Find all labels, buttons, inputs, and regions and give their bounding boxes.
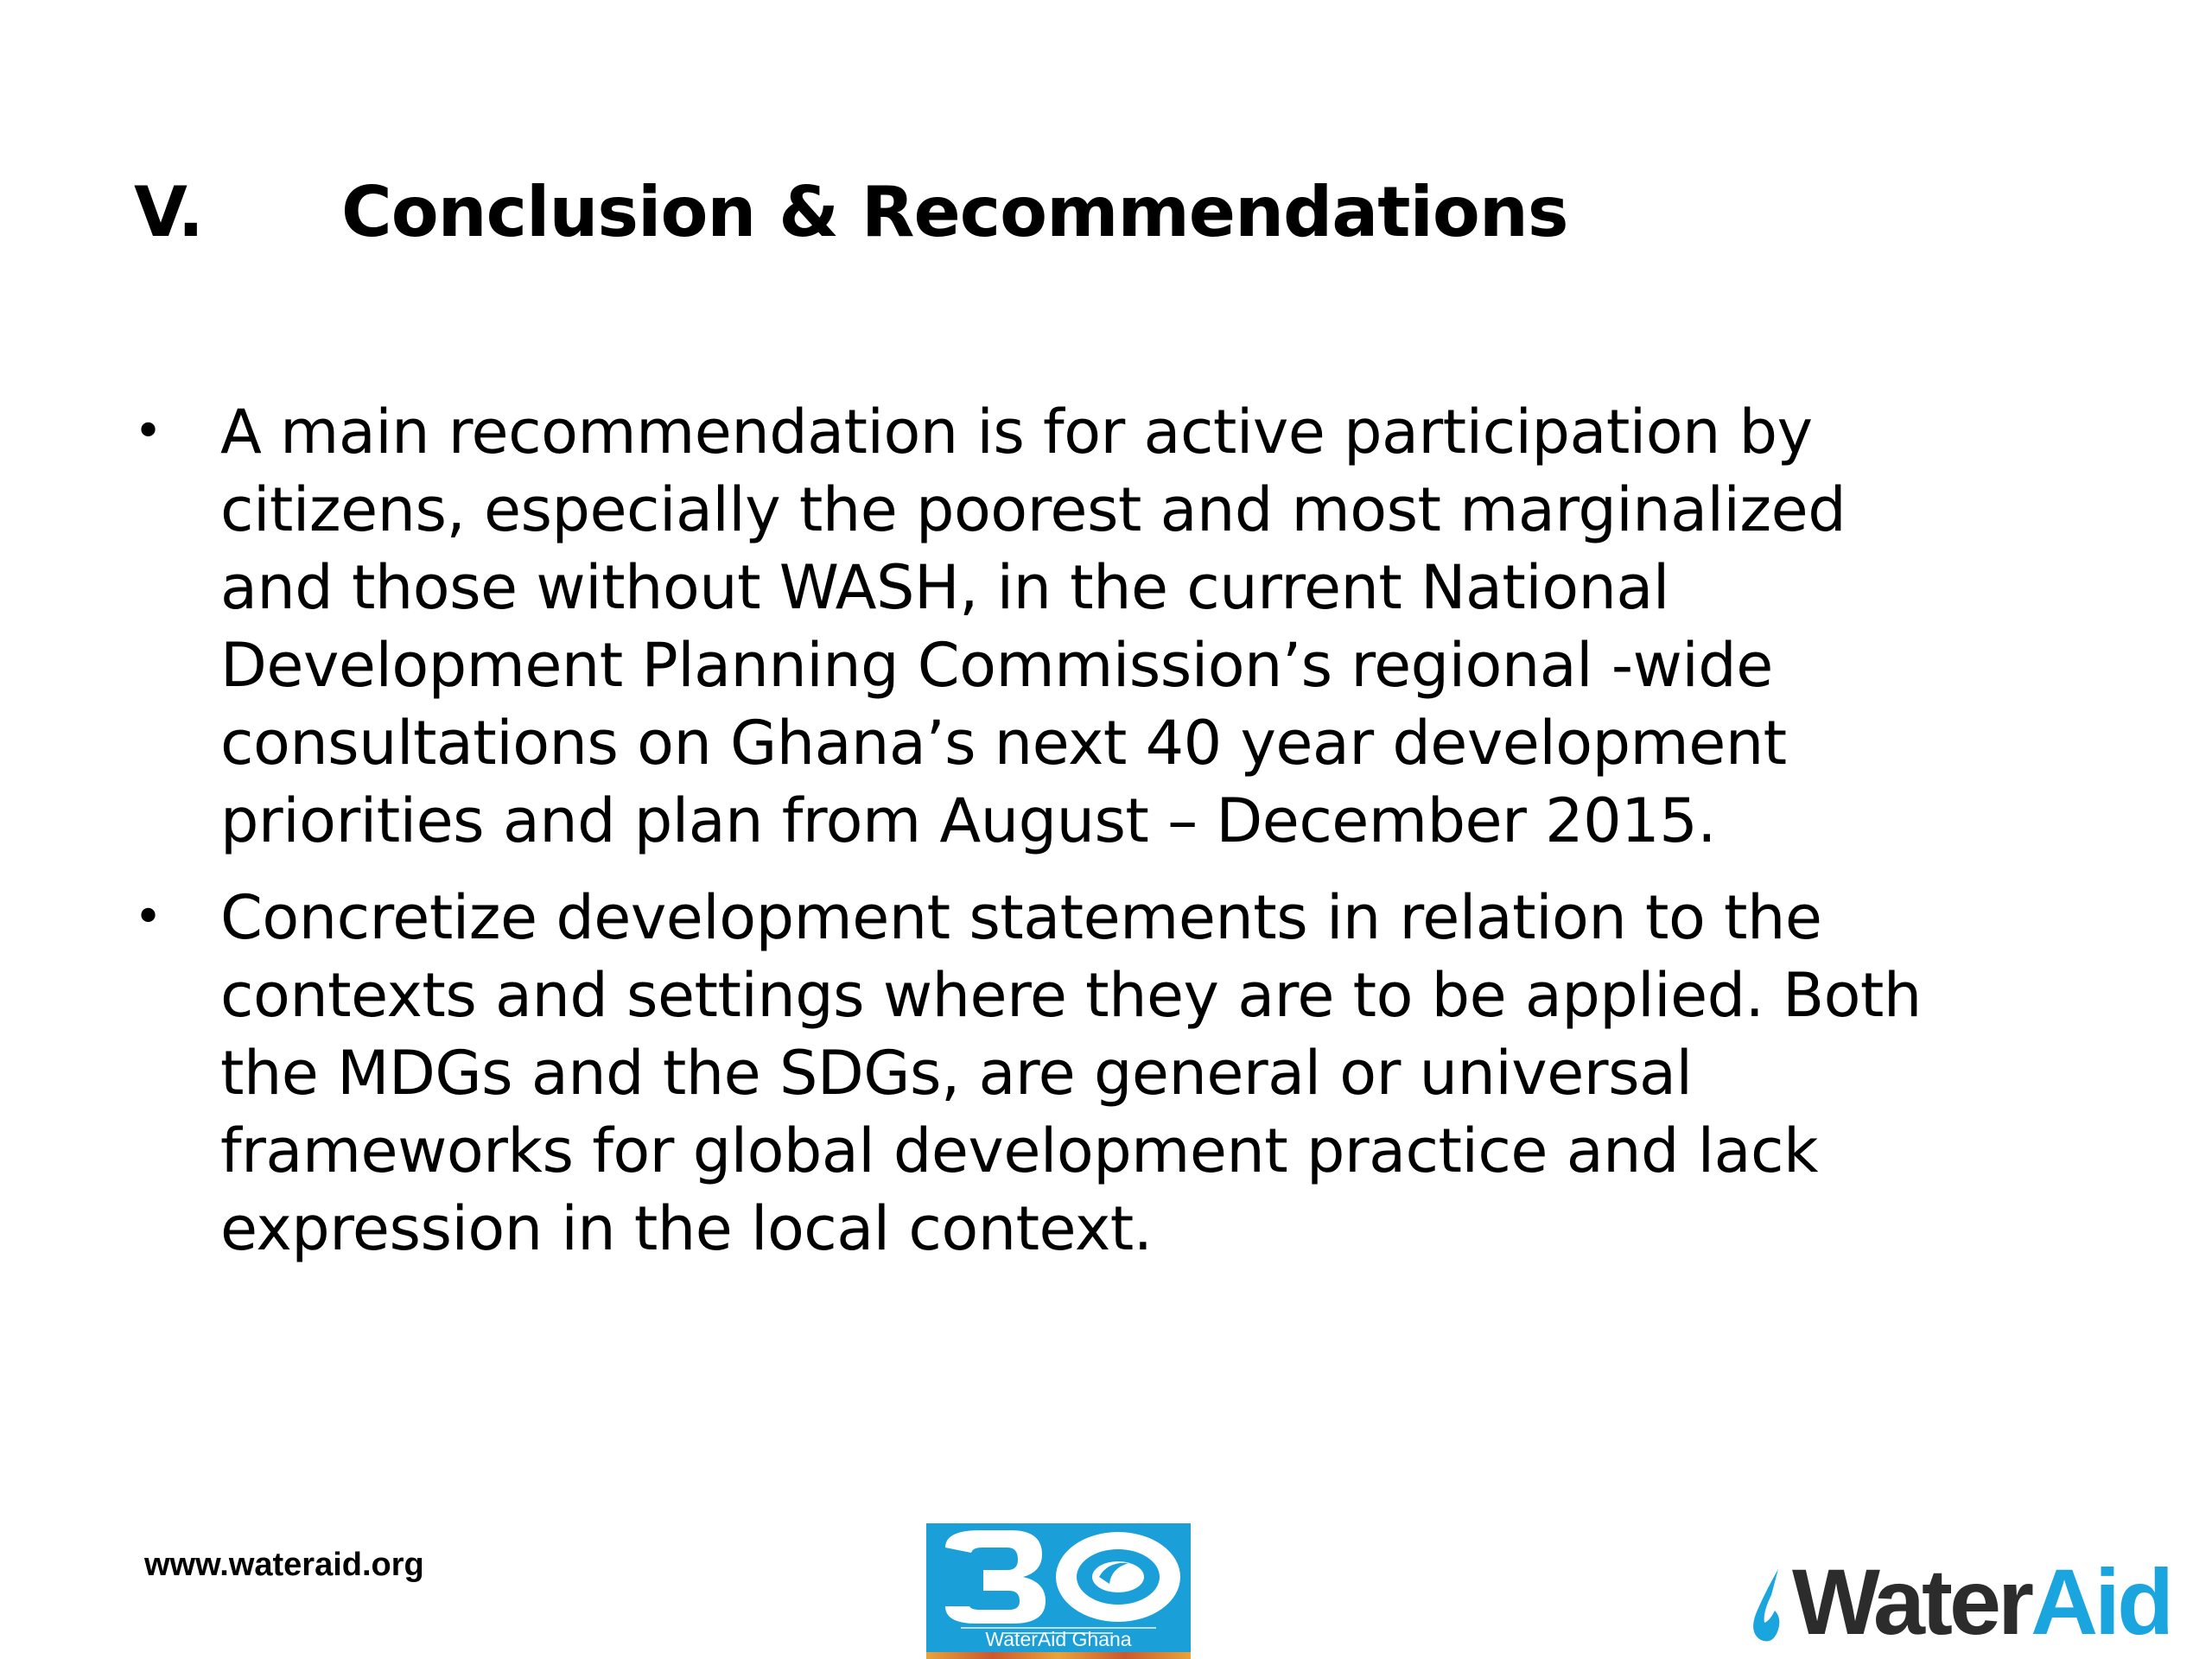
brand-part-water: Water: [1792, 1549, 2031, 1654]
wateraid-logo[interactable]: [1745, 1549, 2182, 1654]
anniversary-badge-logo: [926, 1523, 1191, 1659]
title-text: Conclusion & Recommendations: [341, 171, 1568, 252]
bullet-marker: •: [134, 889, 162, 945]
bullet-text: A main recommendation is for active participation by citizens, especially the poorest and most marginalized and those without WASH, in the current National Development Planning Commission’s regional -wide consultations on Ghana’s next 40 year development priorities and plan from August – December 2015.: [220, 397, 1847, 856]
bullet-item: [134, 879, 2104, 1268]
brand-wordmark: [1792, 1549, 2171, 1654]
slide-title: [134, 164, 1567, 259]
water-drop-icon: [1745, 1559, 1789, 1645]
bullet-item: [134, 393, 2104, 860]
badge-stripe: [926, 1652, 1191, 1659]
bullet-text: Concretize development statements in relation to the contexts and settings where they are to be applied. Both the MDGs and the SDGs, are general or universal frameworks for global development practice and lack expression in the local context.: [220, 882, 1922, 1264]
bullet-marker: •: [134, 404, 162, 460]
badge-caption: WaterAid Ghana: [985, 1628, 1132, 1650]
brand-part-aid: Aid: [2031, 1549, 2171, 1654]
section-numeral: V.: [134, 171, 203, 252]
bullet-list: [134, 393, 2104, 1287]
footer-url[interactable]: www.wateraid.org: [144, 1547, 424, 1583]
